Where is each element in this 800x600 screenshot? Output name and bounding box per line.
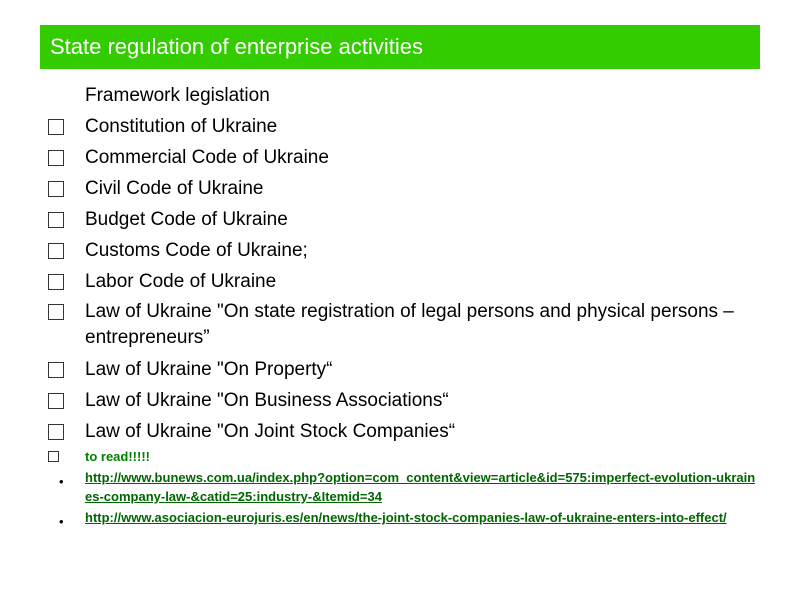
list-item <box>0 297 800 354</box>
bullet-box-icon <box>48 362 64 378</box>
list-item-text: Budget Code of Ukraine <box>85 209 288 230</box>
list-item-text: Labor Code of Ukraine <box>85 271 277 292</box>
bullet-box-icon <box>48 393 64 409</box>
bullet-box-icon <box>48 304 64 320</box>
list-item-text: Law of Ukraine "On Property“ <box>85 359 333 380</box>
read-note <box>0 447 800 466</box>
content-area <box>0 80 800 527</box>
list-item-text: Civil Code of Ukraine <box>85 178 264 199</box>
list-item-text: Law of Ukraine "On Business Associations“ <box>85 390 449 411</box>
list-item-text: Law of Ukraine "On Joint Stock Companies“ <box>85 421 456 442</box>
bullet-dot-icon: • <box>59 514 64 529</box>
list-item <box>0 266 800 297</box>
eurojuris-link[interactable]: http://www.asociacion-eurojuris.es/en/news/the-joint-stock-companies-law-of-ukraine-enters-into-effect/ <box>85 510 727 525</box>
list-item <box>0 416 800 447</box>
bunews-link[interactable]: http://www.bunews.com.ua/index.php?option=com_content&view=article&id=575:imperfect-evolution-ukraines-company-law-&catid=25:industry-&Itemid=34 <box>85 470 756 504</box>
bullet-box-icon <box>48 274 64 290</box>
list-item <box>0 142 800 173</box>
bullet-box-icon <box>48 181 64 197</box>
list-item <box>0 235 800 266</box>
title-bar <box>40 25 760 69</box>
bullet-dot-icon: • <box>59 474 64 489</box>
intro-text: Framework legislation <box>85 85 270 106</box>
link-item <box>0 508 800 527</box>
link-item <box>0 468 800 506</box>
bullet-box-icon <box>48 119 64 135</box>
list-item <box>0 111 800 142</box>
list-item-text: Law of Ukraine "On state registration of legal persons and physical persons – entrepreneurs” <box>85 301 734 348</box>
list-item <box>0 204 800 235</box>
list-item-text: Commercial Code of Ukraine <box>85 147 329 168</box>
bullet-box-icon <box>48 150 64 166</box>
list-item <box>0 354 800 385</box>
list-item <box>0 173 800 204</box>
list-item <box>0 385 800 416</box>
list-item-text: Customs Code of Ukraine; <box>85 240 308 261</box>
intro-line <box>0 80 800 111</box>
bullet-box-icon <box>48 424 64 440</box>
bullet-box-icon <box>48 451 59 462</box>
slide-title: State regulation of enterprise activities <box>50 34 423 59</box>
list-item-text: Constitution of Ukraine <box>85 116 278 137</box>
bullet-box-icon <box>48 212 64 228</box>
read-label: to read!!!!! <box>85 449 150 464</box>
bullet-box-icon <box>48 243 64 259</box>
